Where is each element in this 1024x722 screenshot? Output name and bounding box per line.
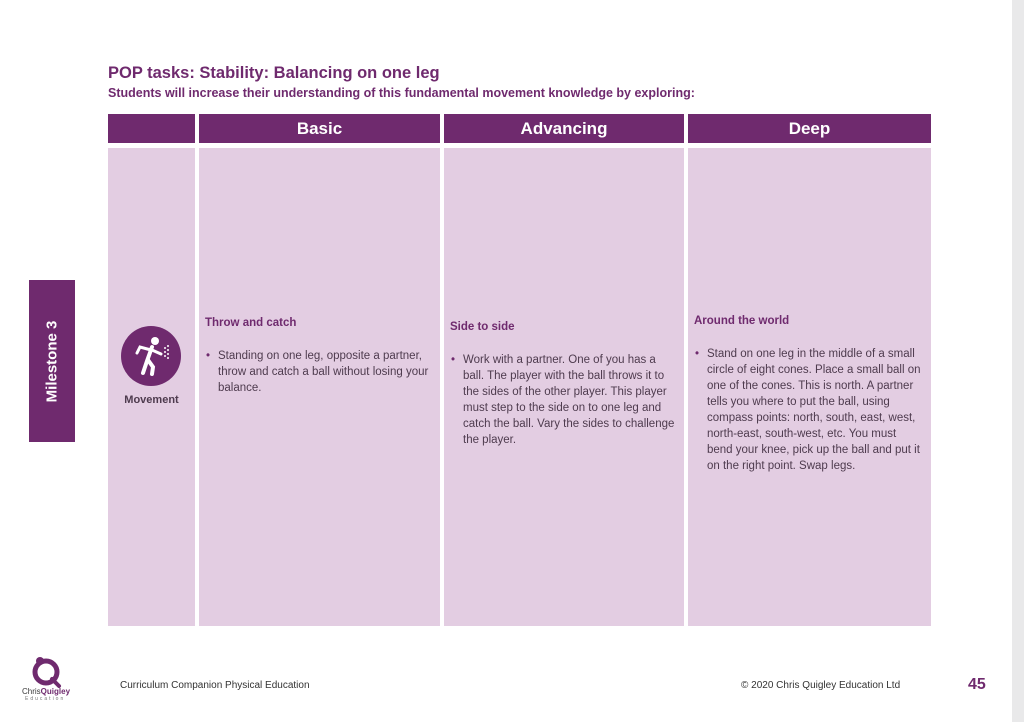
bullet-icon: • <box>695 348 700 360</box>
deep-cell <box>688 148 931 626</box>
bullet-icon: • <box>206 350 211 362</box>
row-label-cell <box>108 148 195 626</box>
header-advancing: Advancing <box>444 114 684 143</box>
deep-task-bullet <box>688 346 931 474</box>
basic-cell <box>199 148 440 626</box>
page-subtitle: Students will increase their understanding of this fundamental movement knowledge by exploring: <box>108 86 695 100</box>
basic-task-text: Standing on one leg, opposite a partner, throw and catch a ball without losing your balance. <box>218 350 429 394</box>
header-basic: Basic <box>199 114 440 143</box>
header-empty-cell <box>108 114 195 143</box>
logo-subtitle: Education <box>25 696 66 702</box>
logo-wordmark <box>22 687 70 696</box>
advancing-cell <box>444 148 684 626</box>
logo-name-part2: Quigley <box>40 687 71 696</box>
page-title: POP tasks: Stability: Balancing on one leg <box>108 64 440 82</box>
advancing-task-bullet <box>444 352 684 448</box>
advancing-task-title: Side to side <box>450 321 515 333</box>
movement-figure-icon <box>121 326 181 386</box>
milestone-label: Milestone 3 <box>43 320 61 402</box>
deep-task-text: Stand on one leg in the middle of a small circle of eight cones. Place a small ball on one of the cones. This is north. A partner tells you where to put the ball, using compass points: north, south, east, west, north-east, south-west, etc. You must bend your knee, pick up the ball and put it on the right point. Swap legs. <box>707 348 921 472</box>
bullet-icon: • <box>451 354 456 366</box>
footer-copyright: © 2020 Chris Quigley Education Ltd <box>741 680 901 691</box>
header-deep: Deep <box>688 114 931 143</box>
advancing-task-text: Work with a partner. One of you has a ball. The player with the ball throws it to the sides of the other player. This player must step to the side on to one leg and catch the ball. Vary the sides to challenge the player. <box>463 354 675 446</box>
footer-publication: Curriculum Companion Physical Education <box>120 680 310 691</box>
basic-task-bullet <box>199 348 440 396</box>
page-number: 45 <box>968 676 986 693</box>
row-label-movement: Movement <box>124 394 179 406</box>
milestone-tab <box>29 280 75 442</box>
deep-task-title: Around the world <box>694 315 790 327</box>
page-edge-strip <box>1012 0 1024 722</box>
basic-task-title: Throw and catch <box>205 317 297 329</box>
logo-name-part1: Chris <box>22 687 41 696</box>
